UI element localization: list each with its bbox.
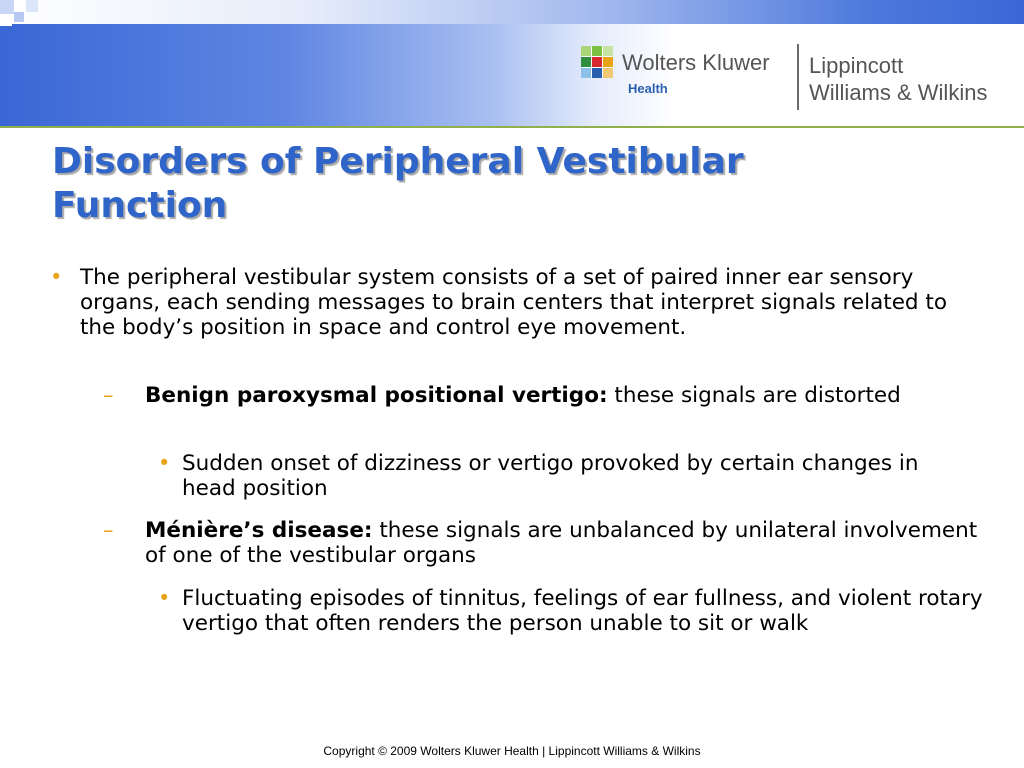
decor-square [14,12,24,22]
header-divider-line [0,126,1024,128]
bullet-dot-icon: • [158,451,171,475]
copyright-footer [0,744,1024,758]
wolters-kluwer-logo-icon [580,45,614,79]
bullet-dash-icon: – [103,383,114,407]
bullet-level1: The peripheral vestibular system consists of a set of paired inner ear sensory organs, each sending messages to brain centers that interpret signals related to the body’s position in space and control eye movement. [80,265,947,340]
bppv-description: these signals are distorted [607,383,901,408]
decor-square [0,14,12,26]
logo-divider [797,44,799,110]
bullet-level2-bppv [145,383,965,408]
bullet-level3-bppv-detail: Sudden onset of dizziness or vertigo provoked by certain changes in head position [182,451,919,501]
decor-square [0,0,14,14]
logo-publisher-line2: Williams & Wilkins [809,80,988,105]
slide-title-line1: Disorders of Peripheral Vestibular [52,141,744,182]
menieres-term: Ménière’s disease: [145,518,373,543]
logo-company-name: Wolters Kluwer [622,50,770,75]
logo-publisher-name [809,52,987,106]
bullet-dot-icon: • [50,265,63,289]
bullet-dot-icon: • [158,586,171,610]
copyright-text: Copyright © 2009 Wolters Kluwer Health | Lippincott Williams & Wilkins [323,744,701,758]
slide-title-line2: Function [52,185,228,226]
bullet-dash-icon: – [103,518,114,542]
decor-square [14,0,26,12]
menieres-description: these signals are unbalanced by unilateral involvement of one of the vestibular organs [145,518,978,568]
bppv-term: Benign paroxysmal positional vertigo: [145,383,608,408]
logo-publisher-line1: Lippincott [809,53,904,78]
decor-square [26,0,38,12]
header-top-strip [0,0,1024,24]
bullet-level2-menieres [145,518,995,568]
logo-division-name: Health [628,81,668,96]
bullet-level3-menieres-detail: Fluctuating episodes of tinnitus, feelings of ear fullness, and violent rotary vertigo that often renders the person unable to sit or walk [182,586,983,636]
slide-title [52,140,952,228]
